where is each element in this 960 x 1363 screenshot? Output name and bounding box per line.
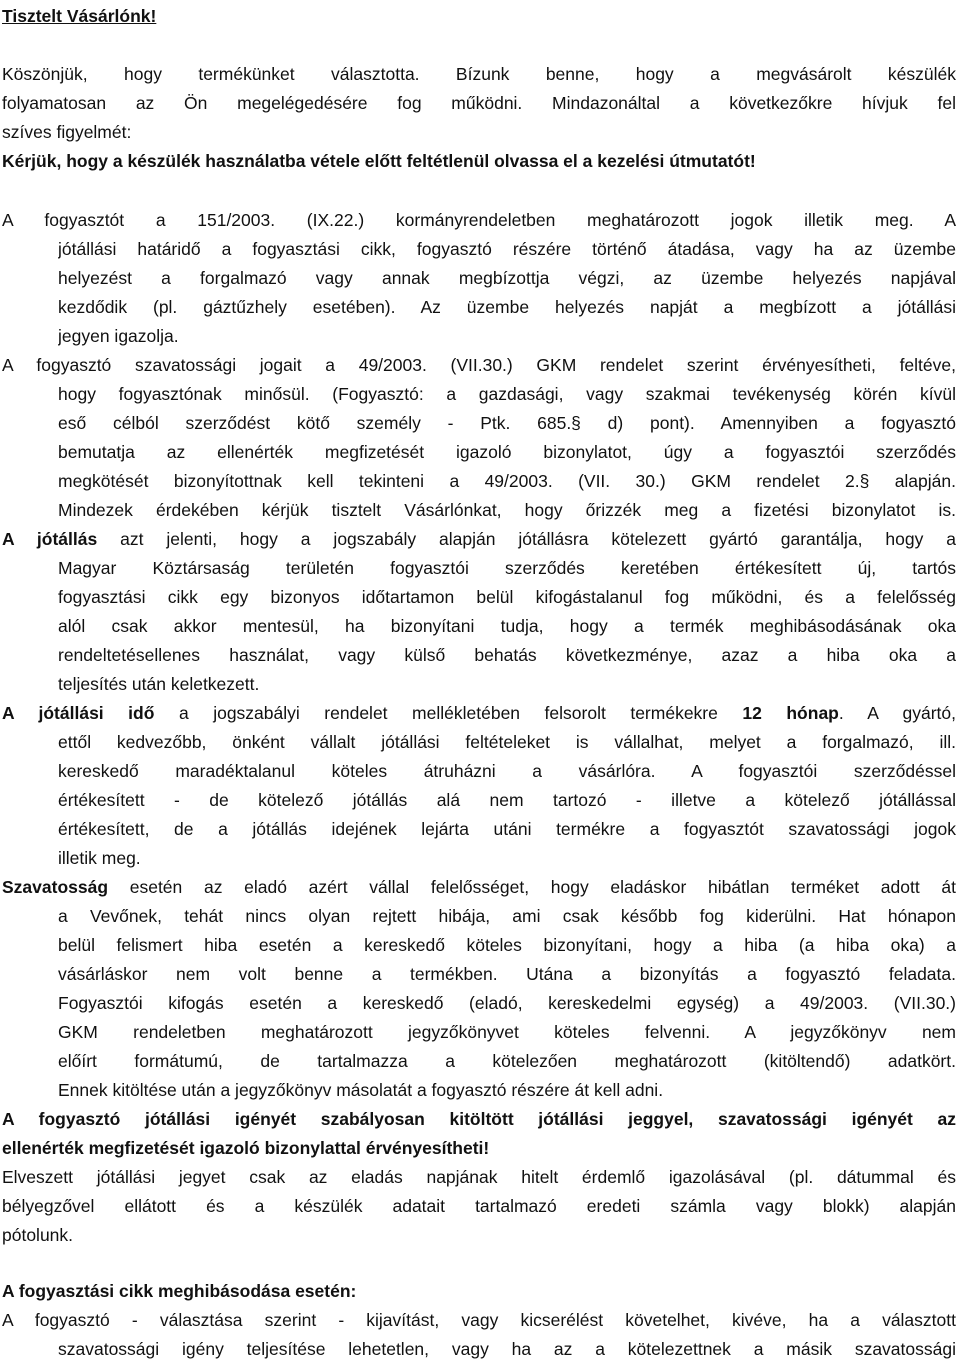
jotallas-line-5: rendeltetésellenes használat, vagy külső behatás következménye, azaz a hiba oka a: [58, 645, 956, 665]
jotallas-line-1-text: azt jelenti, hogy a jogszabály alapján jótállásra kötelezett gyártó garantálja, hogy a: [97, 529, 956, 549]
jotallas-line-1: [2, 525, 956, 553]
szavatossag-term: Szavatosság: [2, 877, 109, 897]
szavatossag-line-3: belül felismert hiba esetén a kereskedő köteles bizonyítani, hogy a hiba (a hiba oka) a: [58, 935, 956, 955]
jotallasi-ido-line-5: értékesített, de a jótállás idejének lejárta utáni termékre a fogyasztót szavatossági jogok: [58, 819, 956, 839]
jotallasi-ido-line-4: értékesített - de kötelező jótállás alá nem tartozó - illetve a kötelező jótállással: [58, 790, 956, 810]
jotallas-line-6: teljesítés után keletkezett.: [58, 674, 260, 694]
rights-line-5: jegyen igazolja.: [58, 326, 179, 346]
defect-line-1: A fogyasztó - választása szerint - kijavítást, vagy kicserélést követelhet, kivéve, ha a választott: [2, 1310, 956, 1330]
szavatossag-line-6: GKM rendeletben meghatározott jegyzőkönyvet köteles felvenni. A jegyzőkönyv nem: [58, 1022, 956, 1042]
rights-line-1: A fogyasztót a 151/2003. (IX.22.) kormányrendeletben meghatározott jogok illetik meg. A: [2, 210, 956, 230]
jotallasi-ido-duration: 12 hónap: [742, 703, 839, 723]
jotallasi-ido-line-1: [2, 699, 956, 727]
intro-line-2: folyamatosan az Ön megelégedésére fog működni. Mindazonáltal a következőkre hívjuk fel: [2, 93, 956, 113]
rights-line-6: A fogyasztó szavatossági jogait a 49/2003. (VII.30.) GKM rendelet szerint érvényesítheti, feltéve,: [2, 355, 956, 375]
page-title: Tisztelt Vásárlónk!: [2, 6, 157, 26]
jotallas-term: A jótállás: [2, 529, 98, 549]
rights-line-7: hogy fogyasztónak minősül. (Fogyasztó: a gazdasági, vagy szakmai tevékenység körén kívül: [58, 384, 956, 404]
claim-line-1: A fogyasztó jótállási igényét szabályosan kitöltött jótállási jeggyel, szavatossági igényét az: [2, 1109, 956, 1129]
jotallas-line-3: fogyasztási cikk egy bizonyos időtartamon belül kifogástalanul fog működni, és a felelősség: [58, 587, 956, 607]
rights-line-11: Mindezek érdekében kérjük tisztelt Vásárlónkat, hogy őrizzék meg a fizetési bizonylatot is.: [58, 500, 956, 520]
lost-line-3: pótolunk.: [2, 1225, 74, 1245]
szavatossag-line-1-text: esetén az eladó azért vállal felelősséget, hogy eladáskor hibátlan terméket adott át: [108, 877, 956, 897]
jotallasi-ido-term: A jótállási idő: [2, 703, 155, 723]
rights-line-4: kezdődik (pl. gáztűzhely esetében). Az üzembe helyezés napját a megbízott a jótállási: [58, 297, 956, 317]
jotallas-line-4: alól csak akkor mentesül, ha bizonyítani tudja, hogy a termék meghibásodásának oka: [58, 616, 956, 636]
intro-bold-line: Kérjük, hogy a készülék használatba vétele előtt feltétlenül olvassa el a kezelési útmutatót!: [2, 151, 756, 171]
szavatossag-line-1: [2, 873, 956, 901]
szavatossag-line-7: előírt formátumú, de tartalmazza a kötelezően meghatározott (kitöltendő) adatkört.: [58, 1051, 956, 1071]
jotallas-line-2: Magyar Köztársaság területén fogyasztói szerződés keretében értékesített új, tartós: [58, 558, 956, 578]
szavatossag-line-8: Ennek kitöltése után a jegyzőkönyv másolatát a fogyasztó részére át kell adni.: [58, 1080, 664, 1100]
jotallasi-ido-line-6: illetik meg.: [58, 848, 141, 868]
jotallasi-ido-line-2: ettől kedvezőbb, önként vállalt jótállási feltételeket is vállalhat, melyet a forgalmazó, ill.: [58, 732, 956, 752]
szavatossag-line-5: Fogyasztói kifogás esetén a kereskedő (eladó, kereskedelmi egység) a 49/2003. (VII.30.): [58, 993, 956, 1013]
intro-line-3: szíves figyelmét:: [2, 122, 132, 142]
rights-line-10: megkötését bizonyítottnak kell tekinteni a 49/2003. (VII. 30.) GKM rendelet 2.§ alapján.: [58, 471, 956, 491]
lost-line-2: bélyegzővel ellátott és a készülék adatait tartalmazó eredeti számla vagy blokk) alapján: [2, 1196, 956, 1216]
rights-line-3: helyezést a forgalmazó vagy annak megbízottja végzi, az üzembe helyezés napjával: [58, 268, 956, 288]
szavatossag-line-4: vásárláskor nem volt benne a termékben. Utána a bizonyítás a fogyasztó feladata.: [58, 964, 956, 984]
claim-line-2: ellenérték megfizetését igazoló bizonylattal érvényesítheti!: [2, 1138, 490, 1158]
jotallasi-ido-line-1-b: . A gyártó,: [838, 703, 956, 723]
defect-line-2: szavatossági igény teljesítése lehetetlen, vagy ha az a kötelezettnek a másik szavatossági: [58, 1339, 956, 1359]
jotallasi-ido-line-3: kereskedő maradéktalanul köteles átruházni a vásárlóra. A fogyasztói szerződéssel: [58, 761, 956, 781]
lost-line-1: Elveszett jótállási jegyet csak az eladás napjának hitelt érdemlő igazolásával (pl. dátummal és: [2, 1167, 956, 1187]
intro-line-1: Köszönjük, hogy termékünket választotta. Bízunk benne, hogy a megvásárolt készülék: [2, 64, 956, 84]
jotallasi-ido-line-1-a: a jogszabályi rendelet mellékletében felsorolt termékekre: [154, 703, 743, 723]
defect-heading: A fogyasztási cikk meghibásodása esetén:: [2, 1281, 357, 1301]
rights-line-8: eső célból szerződést kötő személy - Ptk. 685.§ d) pont). Amennyiben a fogyasztó: [58, 413, 956, 433]
rights-line-2: jótállási határidő a fogyasztási cikk, fogyasztó részére történő átadása, vagy ha az üzembe: [58, 239, 956, 259]
rights-line-9: bemutatja az ellenérték megfizetését igazoló bizonylatot, úgy a fogyasztói szerződés: [58, 442, 956, 462]
szavatossag-line-2: a Vevőnek, tehát nincs olyan rejtett hibája, ami csak később fog kiderülni. Hat hónapon: [58, 906, 956, 926]
